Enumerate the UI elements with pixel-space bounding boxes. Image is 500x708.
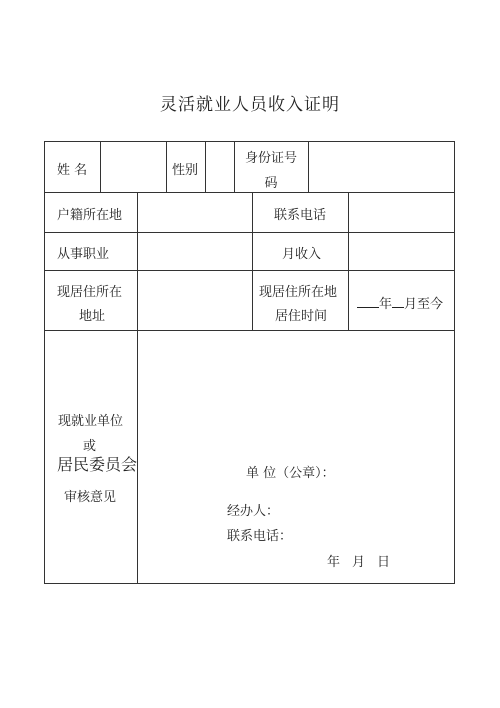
col-divider [137,192,138,330]
date-month-label: 月 [352,555,366,570]
occupation-label: 从事职业 [57,247,110,262]
year-blank [357,297,379,308]
col-divider [137,330,138,584]
unit-label-committee: 居民委员会 [57,455,138,474]
hukou-label: 户籍所在地 [57,208,123,223]
name-label: 姓 名 [57,163,88,178]
row-divider-4 [44,330,455,331]
col-divider [166,141,167,192]
row-divider-3 [44,270,455,271]
row-divider-2 [44,232,455,233]
col-divider [100,141,101,192]
col-divider [348,192,349,330]
address-label-line1: 现居住所在 [57,285,123,300]
row-divider-1 [44,192,455,193]
residence-since-field [357,293,443,312]
address-label-line2: 地址 [79,309,106,324]
date-year-label: 年 [327,555,341,570]
col-divider [308,141,309,192]
id-number-label-line1: 身份证号 [244,151,297,166]
unit-label-line4: 审核意见 [64,490,117,505]
unit-label-line1: 现就业单位 [58,414,124,429]
document-title: 灵活就业人员收入证明 [160,95,340,115]
col-divider [205,141,206,192]
contact-phone-label: 联系电话： [227,529,293,544]
residence-time-label-line1: 现居住所在地 [259,285,338,300]
seal-label: 单 位（公章）： [246,466,335,481]
residence-time-label-line2: 居住时间 [275,309,328,324]
income-label: 月收入 [282,247,322,262]
gender-label: 性别 [172,163,199,178]
id-number-label-line2: 码 [264,176,278,191]
year-text: 年 [379,297,393,312]
handler-label: 经办人： [227,504,280,519]
phone-label: 联系电话 [274,208,327,223]
col-divider [252,192,253,330]
month-text: 月至今 [404,297,444,312]
month-blank [392,297,404,308]
unit-label-or: 或 [83,439,97,454]
date-day-label: 日 [377,555,391,570]
